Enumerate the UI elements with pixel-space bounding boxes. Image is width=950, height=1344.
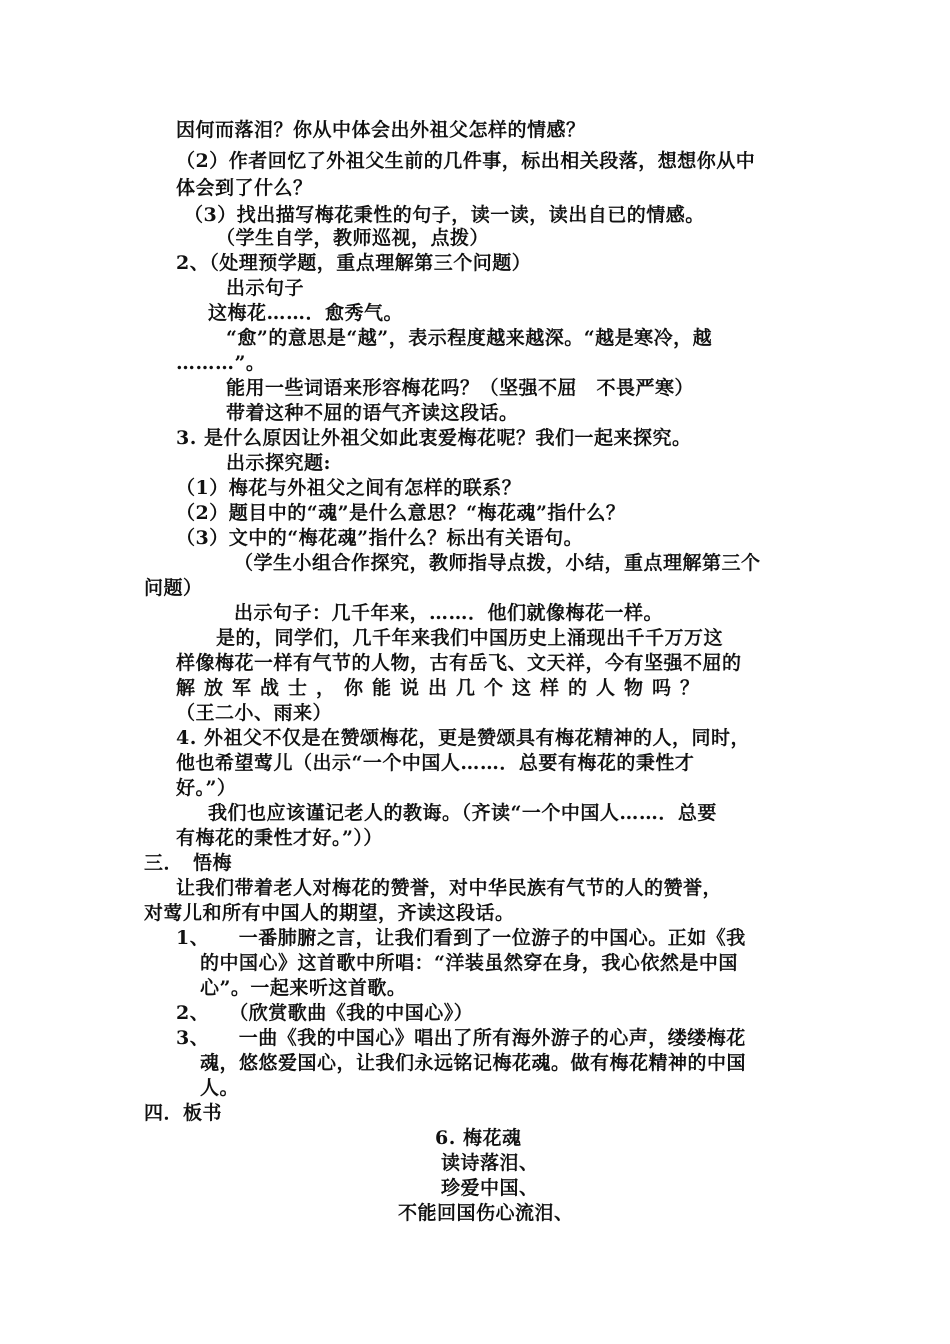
text-line: （王二小、雨来） [176,702,333,724]
text-line: 4. 外祖父不仅是在赞颂梅花，更是赞颂具有梅花精神的人，同时， [176,727,750,749]
text-line: “愈”的意思是“越”，表示程度越来越深。“越是寒冷，越 [226,327,713,349]
text-line: 让我们带着老人对梅花的赞誉，对中华民族有气节的人的赞誉， [176,877,723,899]
text-line: 是的，同学们，几千年来我们中国历史上涌现出千千万万这 [216,627,724,649]
text-line: 他也希望莺儿（出示“一个中国人……．总要有梅花的秉性才 [176,752,695,774]
text-line: （2）作者回忆了外祖父生前的几件事，标出相关段落，想想你从中 [176,150,756,172]
text-line: 问题） [144,577,203,599]
text-line: 3、 一曲《我的中国心》唱出了所有海外游子的心声，缕缕梅花 [176,1027,746,1049]
text-line: （2）题目中的“魂”是什么意思？“梅花魂”指什么？ [176,502,626,524]
text-line: ………”。 [176,352,266,374]
text-line: 有梅花的秉性才好。”）） [176,827,383,849]
text-line: 出示探究题: [226,452,332,474]
section-heading: 四．板书 [144,1102,223,1124]
text-line: 1、 一番肺腑之言，让我们看到了一位游子的中国心。正如《我 [176,927,746,949]
text-line: 对莺儿和所有中国人的期望，齐读这段话。 [144,902,515,924]
text-line: 2、（处理预学题，重点理解第三个问题） [176,252,532,274]
board-item: 珍爱中国、 [441,1177,539,1199]
text-line: 我们也应该谨记老人的教诲。（齐读“一个中国人……．总要 [208,802,717,824]
text-line: 心”。一起来听这首歌。 [200,977,407,999]
text-line: 出示句子：几千年来，……．他们就像梅花一样。 [234,602,664,624]
text-line: 体会到了什么？ [176,177,313,199]
text-line: 魂，悠悠爱国心，让我们永远铭记梅花魂。做有梅花精神的中国 [200,1052,747,1074]
text-line: 2、 （欣赏歌曲《我的中国心》） [176,1002,474,1024]
text-line: 样像梅花一样有气节的人物，古有岳飞、文天祥，今有坚强不屈的 [176,652,742,674]
text-line: 出示句子 [226,277,305,299]
text-line: 能用一些词语来形容梅花吗？（坚强不屈 不畏严寒） [226,377,695,399]
text-line: （3）找出描写梅花秉性的句子，读一读，读出自已的情感。 [184,204,705,226]
section-heading: 三． 悟梅 [144,852,233,874]
text-line: 带着这种不屈的语气齐读这段话。 [226,402,519,424]
text-line: 3. 是什么原因让外祖父如此衷爱梅花呢？我们一起来探究。 [176,427,692,449]
text-line: （学生自学，教师巡视，点拨） [216,227,490,249]
text-line: 因何而落泪？你从中体会出外祖父怎样的情感？ [176,119,586,141]
text-line: 解放军战士，你能说出几个这样的人物吗？ [176,677,709,699]
text-line: （1）梅花与外祖父之间有怎样的联系？ [176,477,522,499]
text-line: 人。 [200,1077,240,1099]
board-item: 不能回国伤心流泪、 [398,1202,574,1224]
text-line: 这梅花……．愈秀气。 [208,302,404,324]
text-line: 的中国心》这首歌中所唱：“洋装虽然穿在身，我心依然是中国 [200,952,738,974]
board-item: 读诗落泪、 [441,1152,539,1174]
text-line: 好。”） [176,777,237,799]
board-title: 6. 梅花魂 [435,1127,522,1149]
text-line: （3）文中的“梅花魂”指什么？标出有关语句。 [176,527,584,549]
text-line: （学生小组合作探究，教师指导点拨，小结，重点理解第三个 [234,552,761,574]
